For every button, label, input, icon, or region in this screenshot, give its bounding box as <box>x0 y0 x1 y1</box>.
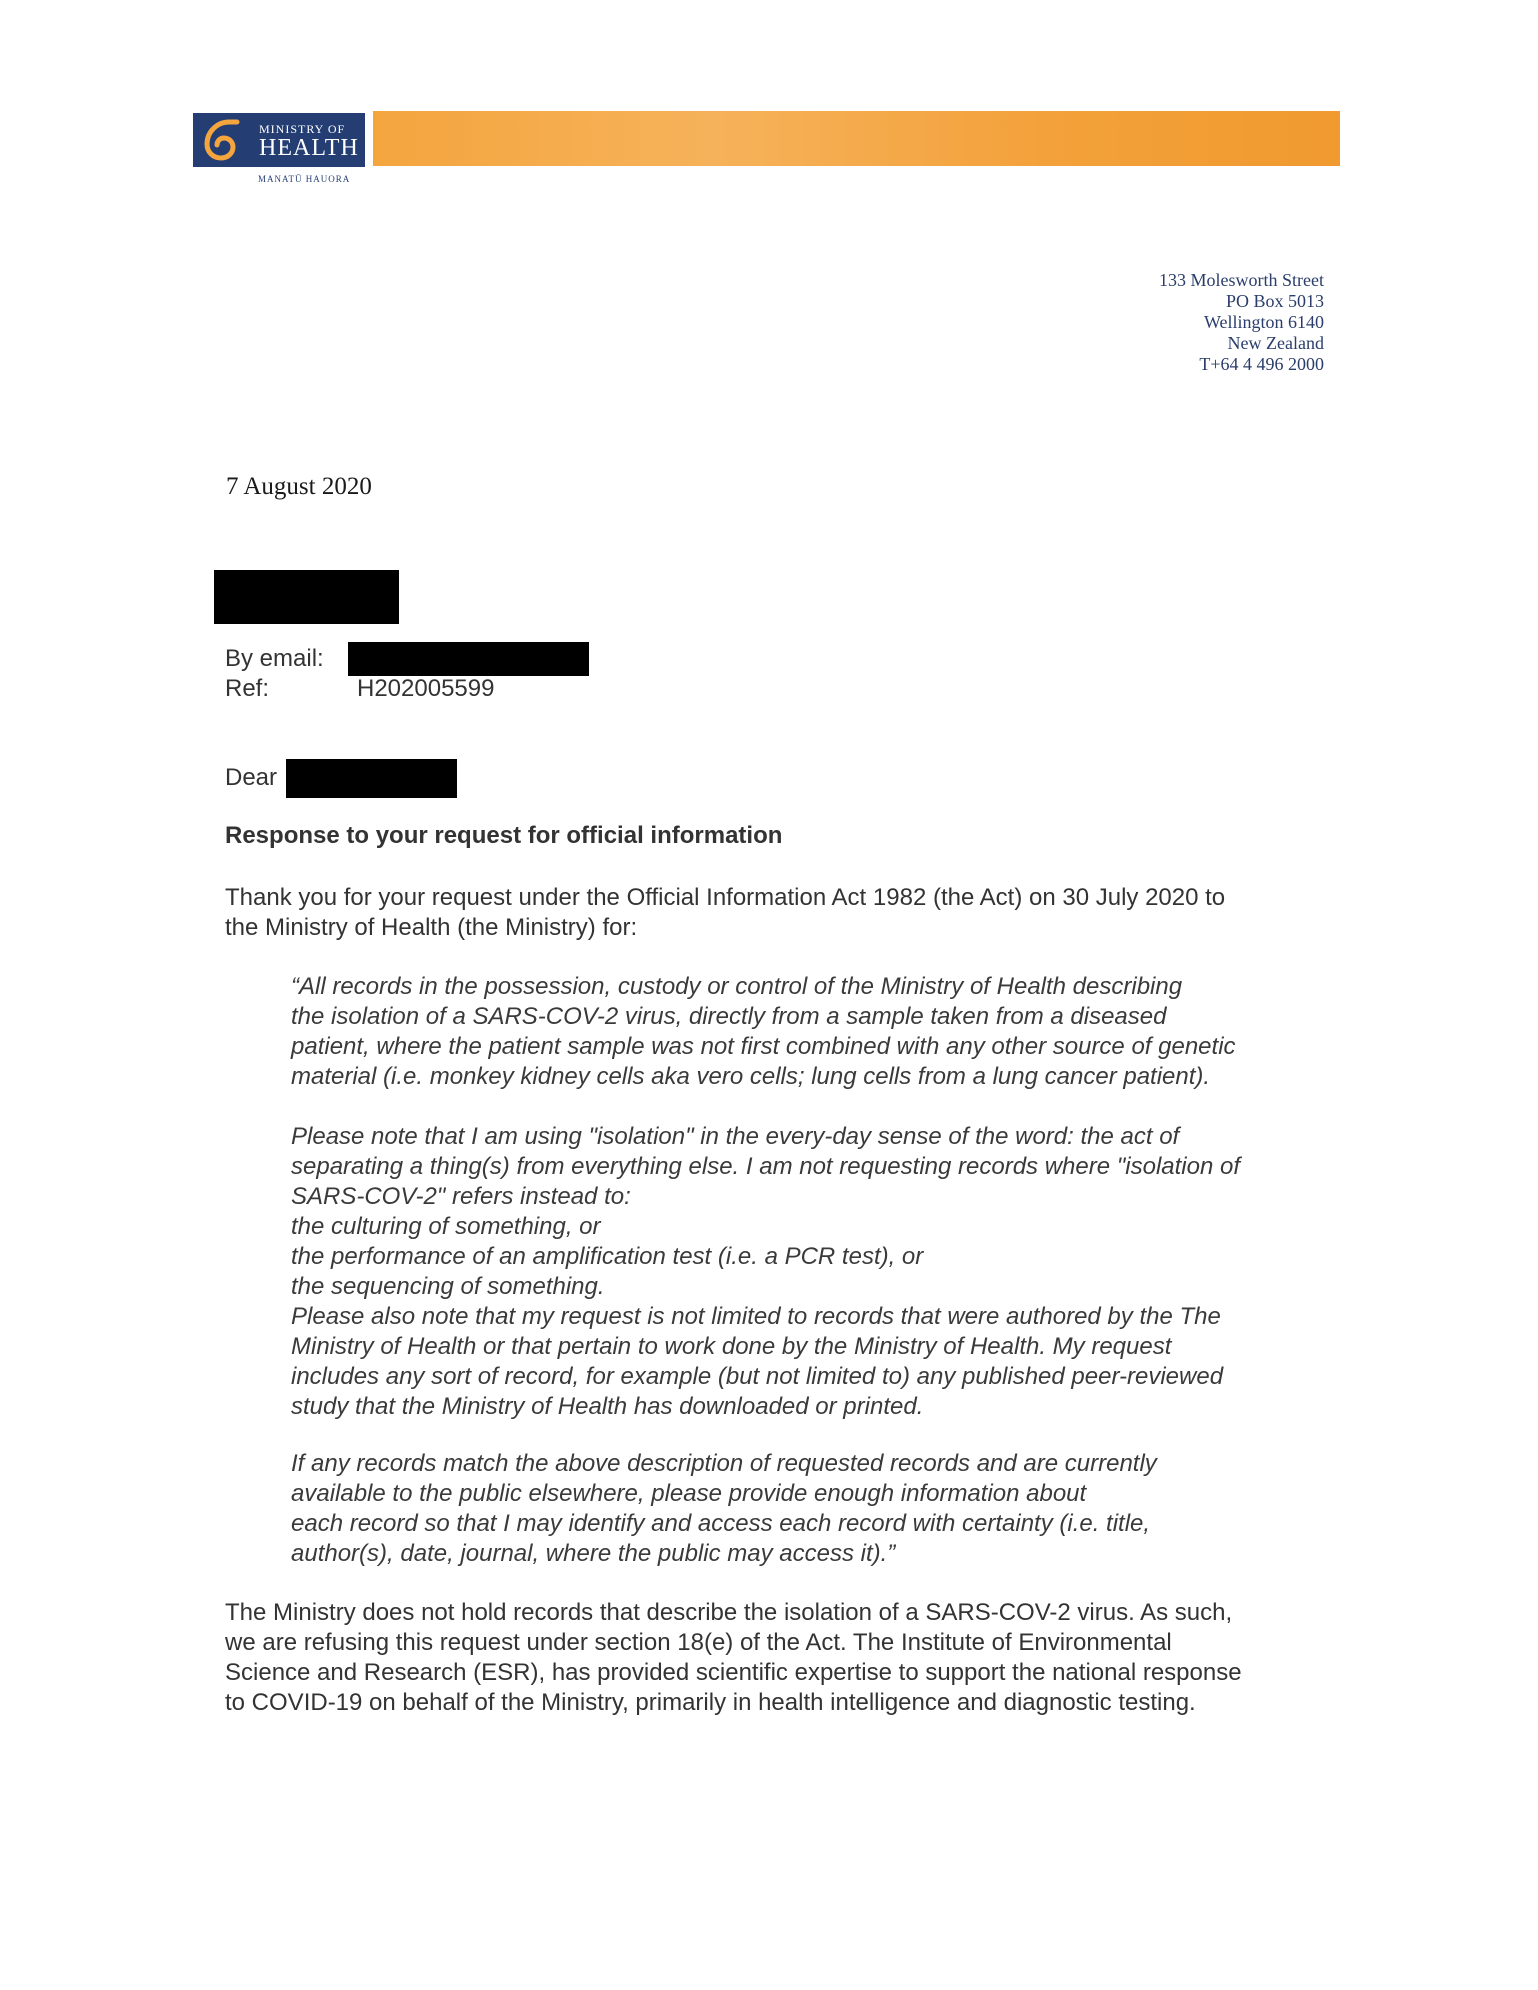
letter-heading: Response to your request for official information <box>225 822 783 849</box>
quoted-request-block-2 <box>291 1122 1240 1422</box>
redacted-recipient-name <box>214 570 399 624</box>
ref-label: Ref: <box>225 675 270 702</box>
koru-logo-icon <box>199 118 243 162</box>
quote-line: includes any sort of record, for example (but not limited to) any published peer-reviewed <box>291 1363 1224 1390</box>
quote-line: Ministry of Health or that pertain to work done by the Ministry of Health. My request <box>291 1333 1172 1360</box>
quote-line: patient, where the patient sample was not first combined with any other source of genetic <box>291 1033 1236 1060</box>
quote-line: each record so that I may identify and access each record with certainty (i.e. title, <box>291 1510 1151 1537</box>
intro-paragraph <box>225 883 1225 943</box>
logo-org-line2: HEALTH <box>259 135 359 161</box>
salutation: Dear <box>225 764 278 791</box>
logo-maori-name: MANATŪ HAUORA <box>258 174 351 184</box>
quote-line: Please also note that my request is not limited to records that were authored by the The <box>291 1303 1221 1330</box>
response-line: Science and Research (ESR), has provided scientific expertise to support the national response <box>225 1659 1242 1686</box>
quote-line: the isolation of a SARS-COV-2 virus, directly from a sample taken from a diseased <box>291 1003 1167 1030</box>
quote-line: study that the Ministry of Health has downloaded or printed. <box>291 1393 924 1420</box>
quote-line: Please note that I am using "isolation" in the every-day sense of the word: the act of <box>291 1123 1180 1150</box>
address-line: Wellington 6140 <box>1203 312 1324 332</box>
quote-line: material (i.e. monkey kidney cells aka vero cells; lung cells from a lung cancer patient). <box>291 1063 1211 1090</box>
ref-value: H202005599 <box>357 675 495 702</box>
response-paragraph <box>225 1598 1242 1718</box>
quote-line: the performance of an amplification test (i.e. a PCR test), or <box>291 1243 924 1270</box>
quote-line: “All records in the possession, custody or control of the Ministry of Health describing <box>291 973 1183 1000</box>
by-email-label: By email: <box>225 645 324 672</box>
letterhead-band <box>373 111 1340 166</box>
quoted-request-block-1 <box>291 972 1236 1092</box>
address-line: 133 Molesworth Street <box>1159 270 1324 290</box>
quoted-request-block-3 <box>291 1449 1157 1569</box>
response-line: The Ministry does not hold records that describe the isolation of a SARS-COV-2 virus. As such, <box>225 1599 1233 1626</box>
response-line: to COVID-19 on behalf of the Ministry, primarily in health intelligence and diagnostic testing. <box>225 1689 1196 1716</box>
quote-line: available to the public elsewhere, please provide enough information about <box>291 1480 1087 1507</box>
quote-line: If any records match the above description of requested records and are currently <box>291 1450 1157 1477</box>
logo-org-line1: MINISTRY OF <box>259 122 346 136</box>
quote-line: separating a thing(s) from everything else. I am not requesting records where "isolation of <box>291 1153 1240 1180</box>
quote-line: SARS-COV-2" refers instead to: <box>291 1183 631 1210</box>
address-line: PO Box 5013 <box>1225 291 1324 311</box>
redacted-email <box>348 642 589 676</box>
redacted-salutation-name <box>286 759 457 798</box>
intro-line: Thank you for your request under the Official Information Act 1982 (the Act) on 30 July 2020 to <box>225 884 1226 911</box>
address-line: New Zealand <box>1227 333 1324 353</box>
quote-line: the sequencing of something. <box>291 1273 605 1300</box>
address-line: T+64 4 496 2000 <box>1199 354 1324 374</box>
ministry-address <box>1159 270 1324 375</box>
letter-date: 7 August 2020 <box>226 473 372 500</box>
quote-line: the culturing of something, or <box>291 1213 601 1240</box>
response-line: we are refusing this request under section 18(e) of the Act. The Institute of Environmental <box>225 1629 1172 1656</box>
intro-line: the Ministry of Health (the Ministry) for: <box>225 914 638 941</box>
ministry-logo <box>193 113 365 167</box>
quote-line: author(s), date, journal, where the public may access it).” <box>291 1540 896 1567</box>
